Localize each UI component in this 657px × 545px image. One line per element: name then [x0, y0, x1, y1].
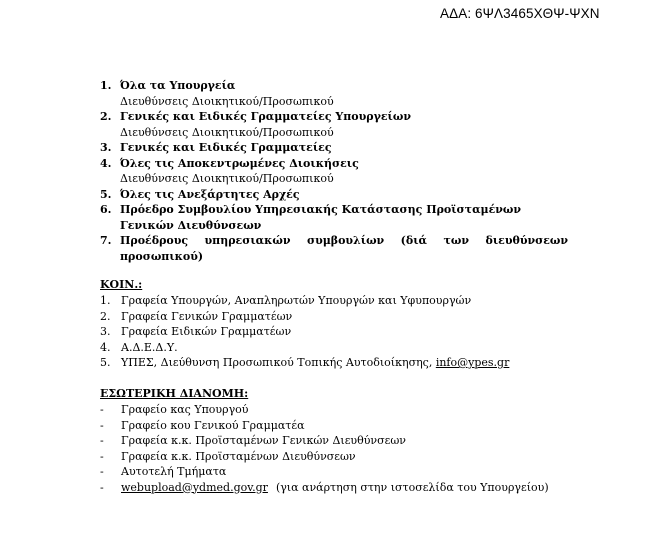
list-item [100, 109, 568, 140]
bullet-dash: - [100, 418, 104, 432]
koin-text: ΥΠΕΣ, Διεύθυνση Προσωπικού Τοπικής Αυτοδιοίκησης, [121, 356, 436, 369]
list-item [100, 449, 549, 465]
recipient-title: Όλες τις Ανεξάρτητες Αρχές [120, 187, 300, 201]
email-link[interactable]: info@ypes.gr [435, 356, 510, 369]
list-item [100, 324, 509, 340]
list-item [100, 140, 568, 156]
recipient-title: Γενικές και Ειδικές Γραμματείες Υπουργείων [120, 110, 411, 123]
item-number: 1. [100, 294, 111, 307]
distribution-text: (για ανάρτηση στην ιστοσελίδα του Υπουργείου) [275, 480, 549, 494]
ada-code: ΑΔΑ: 6ΨΛ3465ΧΘΨ-ΨΧΝ [440, 6, 600, 21]
email-link[interactable]: webupload@ydmed.gov.gr [121, 480, 268, 494]
koin-text: Γραφεία Υπουργών, Αναπληρωτών Υπουργών και Υφυπουργών [121, 294, 472, 307]
recipient-subtitle: Διευθύνσεις Διοικητικού/Προσωπικού [120, 125, 334, 139]
bullet-dash: - [100, 434, 104, 447]
list-item [100, 233, 568, 264]
bullet-dash: - [100, 403, 104, 416]
distribution-text: Γραφείο κου Γενικού Γραμματέα [121, 418, 305, 432]
list-item [100, 187, 568, 203]
recipient-title: Όλες τις Αποκεντρωμένες Διοικήσεις [120, 156, 359, 170]
distribution-text: Γραφεία κ.κ. Προϊσταμένων Γενικών Διευθύνσεων [121, 434, 406, 447]
distribution-list [100, 402, 549, 495]
item-number: 5. [100, 356, 111, 369]
recipient-title: Πρόεδρο Συμβουλίου Υπηρεσιακής Κατάστασης Προϊσταμένων Γενικών Διευθύνσεων [120, 203, 522, 232]
bullet-dash: - [100, 465, 104, 478]
recipient-subtitle: Διευθύνσεις Διοικητικού/Προσωπικού [120, 172, 334, 185]
list-item [100, 355, 509, 371]
bullet-dash: - [100, 449, 104, 463]
list-item [100, 156, 568, 187]
item-number: 2. [100, 309, 111, 323]
list-item [100, 418, 549, 434]
recipient-title: Γενικές και Ειδικές Γραμματείες [120, 141, 332, 154]
list-item [100, 480, 549, 496]
item-number: 6. [100, 203, 112, 216]
list-item [100, 202, 568, 233]
list-item [100, 293, 509, 309]
koin-heading: ΚΟΙΝ.: [100, 278, 143, 291]
recipient-title: Όλα τα Υπουργεία [120, 79, 236, 92]
distribution-text: Γραφεία κ.κ. Προϊσταμένων Διευθύνσεων [121, 449, 356, 463]
item-number: 4. [100, 156, 112, 170]
item-number: 5. [100, 187, 112, 201]
recipient-title: Προέδρους υπηρεσιακών συμβουλίων (διά των διευθύνσεων προσωπικού) [120, 234, 568, 263]
distribution-heading: ΕΣΩΤΕΡΙΚΗ ΔΙΑΝΟΜΗ: [100, 387, 249, 400]
bullet-dash: - [100, 480, 104, 494]
item-number: 3. [100, 141, 112, 154]
list-item [100, 464, 549, 480]
koin-text: Γραφεία Ειδικών Γραμματέων [121, 325, 292, 338]
item-number: 3. [100, 325, 111, 338]
distribution-text: Αυτοτελή Τμήματα [121, 465, 227, 478]
koin-text: Α.Δ.Ε.Δ.Υ. [121, 340, 178, 354]
recipients-list [100, 78, 568, 264]
distribution-text: Γραφείο κας Υπουργού [121, 403, 249, 416]
koin-list [100, 293, 509, 371]
item-number: 4. [100, 340, 111, 354]
item-number: 1. [100, 79, 112, 92]
list-item [100, 402, 549, 418]
list-item [100, 433, 549, 449]
item-number: 7. [100, 234, 112, 247]
item-number: 2. [100, 110, 112, 123]
list-item [100, 78, 568, 109]
list-item [100, 340, 509, 356]
recipient-subtitle: Διευθύνσεις Διοικητικού/Προσωπικού [120, 94, 334, 108]
koin-text: Γραφεία Γενικών Γραμματέων [121, 309, 293, 323]
list-item [100, 309, 509, 325]
